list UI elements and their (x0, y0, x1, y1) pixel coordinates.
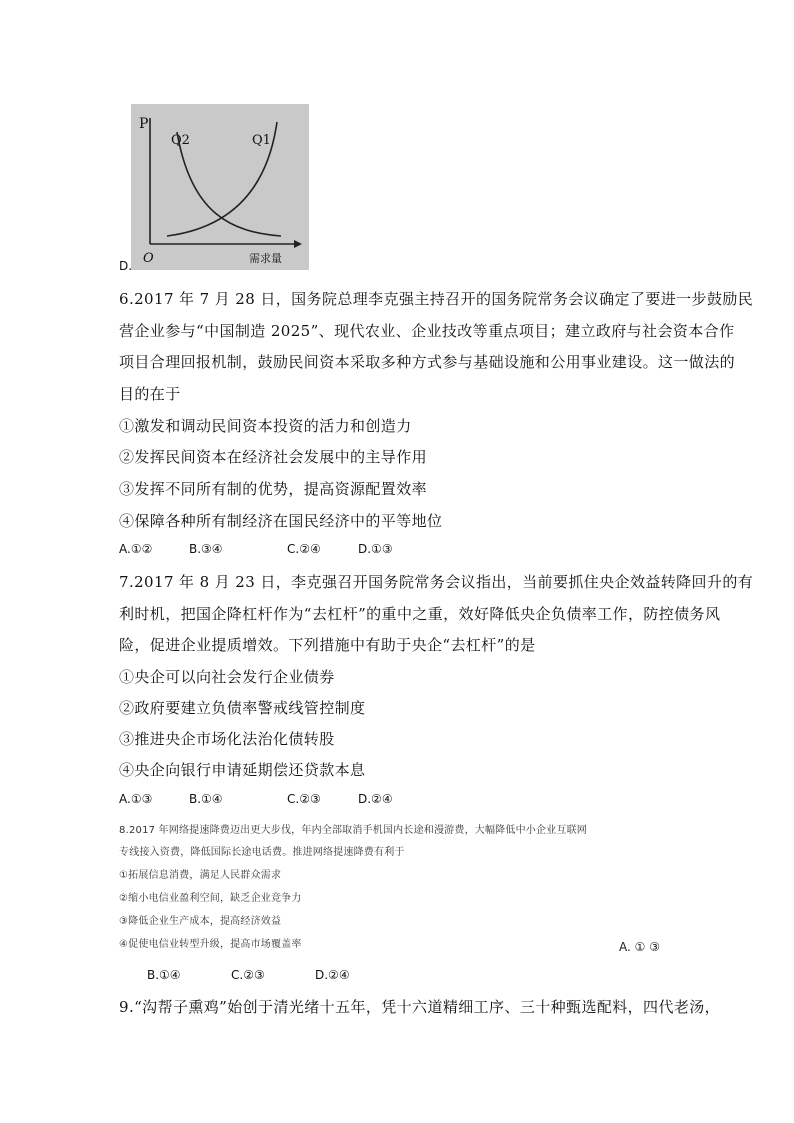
q7-item-2: ②政府要建立负债率警戒线管控制度 (119, 699, 366, 717)
q6-stem-line-2: 营企业参与“中国制造 2025”、现代农业、企业技改等重点项目；建立政府与社会资本合作 (119, 322, 735, 340)
supply-demand-figure (131, 104, 309, 270)
q7-item-4: ④央企向银行申请延期偿还贷款本息 (119, 761, 366, 779)
q8-item-1: ①拓展信息消费，满足人民群众需求 (119, 870, 282, 881)
q8-choice-a: A. ① ③ (619, 940, 660, 954)
q7-choice-a: A.①③ (119, 792, 153, 806)
origin-label: O (143, 251, 154, 266)
q7-stem-line-1: 7.2017 年 8 月 23 日，李克强召开国务院常务会议指出，当前要抓住央企效益转降回升的有 (119, 573, 754, 591)
x-axis-arrow (294, 240, 302, 248)
q8-choice-d: D.②④ (315, 968, 350, 982)
q6-stem-line-1: 6.2017 年 7 月 28 日，国务院总理李克强主持召开的国务院常务会议确定了要进一步鼓励民 (119, 290, 754, 308)
q6-choice-b: B.③④ (189, 542, 223, 556)
option-d-label: D. (119, 259, 133, 273)
q6-stem-line-3: 项目合理回报机制，鼓励民间资本采取多种方式参与基础设施和公用事业建设。这一做法的 (119, 353, 736, 371)
q8-item-4: ④促使电信业转型升级，提高市场覆盖率 (119, 939, 302, 950)
q8-stem-line-2: 专线接入资费，降低国际长途电话费。推进网络提速降费有利于 (119, 847, 405, 858)
q9-stem-line-1: 9.“沟帮子熏鸡”始创于清光绪十五年，凭十六道精细工序、三十种甄选配料，四代老汤， (119, 998, 721, 1016)
q6-stem-line-4: 目的在于 (119, 385, 181, 403)
curve-q2-label: Q2 (171, 133, 190, 148)
q6-choice-c: C.②④ (287, 542, 321, 556)
curve-q1-label: Q1 (252, 133, 271, 148)
q6-choice-a: A.①② (119, 542, 153, 556)
x-axis-label: 需求量 (249, 252, 282, 265)
y-axis-label: P (139, 116, 149, 132)
q6-item-4: ④保障各种所有制经济在国民经济中的平等地位 (119, 512, 443, 530)
q8-choice-b: B.①④ (147, 968, 181, 982)
q6-item-2: ②发挥民间资本在经济社会发展中的主导作用 (119, 448, 428, 466)
q7-choice-b: B.①④ (189, 792, 223, 806)
q6-choice-d: D.①③ (358, 542, 393, 556)
figure-svg (131, 104, 309, 270)
q8-item-2: ②缩小电信业盈利空间，缺乏企业竞争力 (119, 893, 302, 904)
q7-choice-d: D.②④ (358, 792, 393, 806)
q7-choice-c: C.②③ (287, 792, 321, 806)
q7-stem-line-3: 险，促进企业提质增效。下列措施中有助于央企“去杠杆”的是 (119, 636, 536, 654)
q6-item-1: ①激发和调动民间资本投资的活力和创造力 (119, 417, 412, 435)
q8-choice-c: C.②③ (231, 968, 265, 982)
q6-item-3: ③发挥不同所有制的优势，提高资源配置效率 (119, 480, 428, 498)
q8-stem-line-1: 8.2017 年网络提速降费迈出更大步伐，年内全部取消手机国内长途和漫游费，大幅降低中小企业互联网 (119, 825, 587, 836)
q8-item-3: ③降低企业生产成本，提高经济效益 (119, 916, 282, 927)
q7-item-1: ①央企可以向社会发行企业债券 (119, 668, 335, 686)
q7-stem-line-2: 利时机，把国企降杠杆作为“去杠杆”的重中之重，效好降低央企负债率工作，防控债务风 (119, 605, 721, 623)
q7-item-3: ③推进央企市场化法治化债转股 (119, 730, 335, 748)
